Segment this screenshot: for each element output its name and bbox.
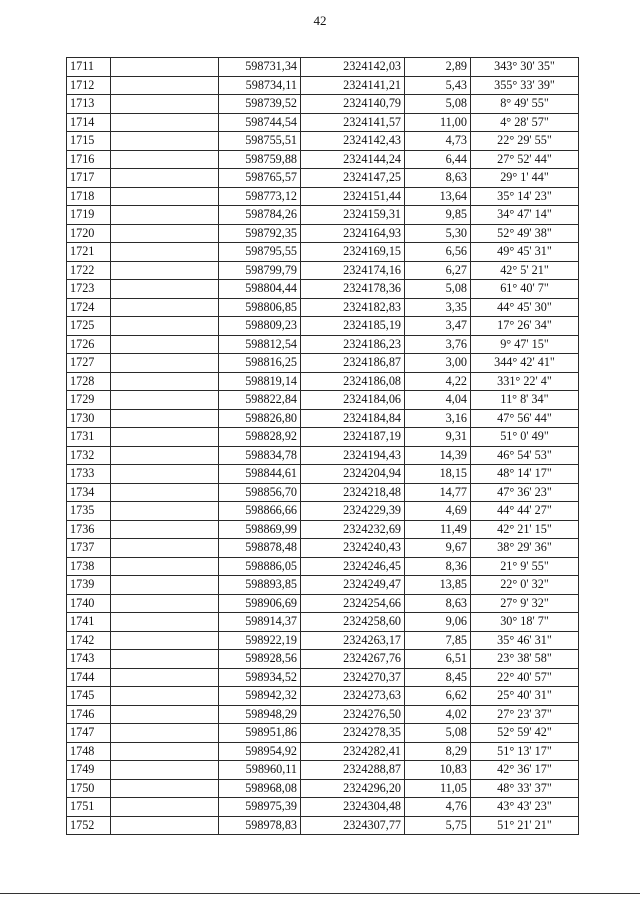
bearing-cell: 38° 29' 36" [471, 539, 579, 558]
x-coordinate-cell: 598866,66 [219, 502, 301, 521]
distance-cell: 3,35 [405, 298, 471, 317]
blank-cell [111, 502, 219, 521]
x-coordinate-cell: 598809,23 [219, 317, 301, 336]
blank-cell [111, 761, 219, 780]
bearing-cell: 4° 28' 57" [471, 113, 579, 132]
distance-cell: 13,85 [405, 576, 471, 595]
y-coordinate-cell: 2324186,87 [301, 354, 405, 373]
distance-cell: 8,45 [405, 668, 471, 687]
point-number-cell: 1747 [67, 724, 111, 743]
point-number-cell: 1739 [67, 576, 111, 595]
blank-cell [111, 705, 219, 724]
y-coordinate-cell: 2324142,43 [301, 132, 405, 151]
y-coordinate-cell: 2324278,35 [301, 724, 405, 743]
distance-cell: 8,36 [405, 557, 471, 576]
blank-cell [111, 76, 219, 95]
distance-cell: 4,22 [405, 372, 471, 391]
table-row [67, 95, 579, 114]
x-coordinate-cell: 598731,34 [219, 58, 301, 77]
point-number-cell: 1731 [67, 428, 111, 447]
bearing-cell: 22° 29' 55" [471, 132, 579, 151]
point-number-cell: 1713 [67, 95, 111, 114]
y-coordinate-cell: 2324169,15 [301, 243, 405, 262]
x-coordinate-cell: 598942,32 [219, 687, 301, 706]
x-coordinate-cell: 598739,52 [219, 95, 301, 114]
bearing-cell: 11° 8' 34" [471, 391, 579, 410]
x-coordinate-cell: 598816,25 [219, 354, 301, 373]
distance-cell: 4,76 [405, 798, 471, 817]
bearing-cell: 49° 45' 31" [471, 243, 579, 262]
bearing-cell: 46° 54' 53" [471, 446, 579, 465]
point-number-cell: 1716 [67, 150, 111, 169]
point-number-cell: 1752 [67, 816, 111, 835]
x-coordinate-cell: 598795,55 [219, 243, 301, 262]
blank-cell [111, 520, 219, 539]
y-coordinate-cell: 2324141,57 [301, 113, 405, 132]
point-number-cell: 1746 [67, 705, 111, 724]
table-row [67, 317, 579, 336]
bearing-cell: 343° 30' 35" [471, 58, 579, 77]
y-coordinate-cell: 2324249,47 [301, 576, 405, 595]
bearing-cell: 51° 0' 49" [471, 428, 579, 447]
blank-cell [111, 724, 219, 743]
point-number-cell: 1749 [67, 761, 111, 780]
y-coordinate-cell: 2324254,66 [301, 594, 405, 613]
distance-cell: 9,67 [405, 539, 471, 558]
blank-cell [111, 280, 219, 299]
table-row [67, 409, 579, 428]
point-number-cell: 1750 [67, 779, 111, 798]
y-coordinate-cell: 2324282,41 [301, 742, 405, 761]
bearing-cell: 22° 0' 32" [471, 576, 579, 595]
distance-cell: 9,31 [405, 428, 471, 447]
y-coordinate-cell: 2324142,03 [301, 58, 405, 77]
bearing-cell: 61° 40' 7" [471, 280, 579, 299]
distance-cell: 6,44 [405, 150, 471, 169]
point-number-cell: 1732 [67, 446, 111, 465]
y-coordinate-cell: 2324147,25 [301, 169, 405, 188]
x-coordinate-cell: 598951,86 [219, 724, 301, 743]
table-row [67, 761, 579, 780]
distance-cell: 6,62 [405, 687, 471, 706]
blank-cell [111, 298, 219, 317]
blank-cell [111, 483, 219, 502]
distance-cell: 9,06 [405, 613, 471, 632]
y-coordinate-cell: 2324240,43 [301, 539, 405, 558]
point-number-cell: 1718 [67, 187, 111, 206]
table-row [67, 206, 579, 225]
x-coordinate-cell: 598893,85 [219, 576, 301, 595]
bearing-cell: 331° 22' 4" [471, 372, 579, 391]
distance-cell: 4,69 [405, 502, 471, 521]
table-row [67, 705, 579, 724]
table-row [67, 798, 579, 817]
table-row [67, 446, 579, 465]
table-row [67, 335, 579, 354]
point-number-cell: 1711 [67, 58, 111, 77]
coordinates-table [66, 57, 579, 835]
point-number-cell: 1717 [67, 169, 111, 188]
y-coordinate-cell: 2324276,50 [301, 705, 405, 724]
point-number-cell: 1741 [67, 613, 111, 632]
bearing-cell: 344° 42' 41" [471, 354, 579, 373]
y-coordinate-cell: 2324164,93 [301, 224, 405, 243]
distance-cell: 6,56 [405, 243, 471, 262]
x-coordinate-cell: 598975,39 [219, 798, 301, 817]
bearing-cell: 17° 26' 34" [471, 317, 579, 336]
y-coordinate-cell: 2324204,94 [301, 465, 405, 484]
y-coordinate-cell: 2324296,20 [301, 779, 405, 798]
distance-cell: 4,02 [405, 705, 471, 724]
x-coordinate-cell: 598744,54 [219, 113, 301, 132]
blank-cell [111, 816, 219, 835]
y-coordinate-cell: 2324141,21 [301, 76, 405, 95]
blank-cell [111, 428, 219, 447]
point-number-cell: 1720 [67, 224, 111, 243]
table-row [67, 576, 579, 595]
x-coordinate-cell: 598765,57 [219, 169, 301, 188]
y-coordinate-cell: 2324159,31 [301, 206, 405, 225]
x-coordinate-cell: 598878,48 [219, 539, 301, 558]
table-row [67, 298, 579, 317]
bearing-cell: 35° 14' 23" [471, 187, 579, 206]
table-row [67, 816, 579, 835]
table-row [67, 594, 579, 613]
x-coordinate-cell: 598812,54 [219, 335, 301, 354]
blank-cell [111, 58, 219, 77]
x-coordinate-cell: 598922,19 [219, 631, 301, 650]
x-coordinate-cell: 598914,37 [219, 613, 301, 632]
x-coordinate-cell: 598828,92 [219, 428, 301, 447]
blank-cell [111, 95, 219, 114]
table-row [67, 668, 579, 687]
point-number-cell: 1744 [67, 668, 111, 687]
table-row [67, 742, 579, 761]
point-number-cell: 1738 [67, 557, 111, 576]
table-row [67, 779, 579, 798]
distance-cell: 8,63 [405, 169, 471, 188]
x-coordinate-cell: 598822,84 [219, 391, 301, 410]
blank-cell [111, 187, 219, 206]
x-coordinate-cell: 598886,05 [219, 557, 301, 576]
point-number-cell: 1722 [67, 261, 111, 280]
bearing-cell: 25° 40' 31" [471, 687, 579, 706]
bearing-cell: 35° 46' 31" [471, 631, 579, 650]
distance-cell: 3,76 [405, 335, 471, 354]
x-coordinate-cell: 598819,14 [219, 372, 301, 391]
x-coordinate-cell: 598960,11 [219, 761, 301, 780]
bearing-cell: 43° 43' 23" [471, 798, 579, 817]
distance-cell: 13,64 [405, 187, 471, 206]
x-coordinate-cell: 598755,51 [219, 132, 301, 151]
blank-cell [111, 335, 219, 354]
y-coordinate-cell: 2324267,76 [301, 650, 405, 669]
distance-cell: 5,08 [405, 95, 471, 114]
table-row [67, 631, 579, 650]
x-coordinate-cell: 598804,44 [219, 280, 301, 299]
distance-cell: 10,83 [405, 761, 471, 780]
table-row [67, 354, 579, 373]
blank-cell [111, 742, 219, 761]
distance-cell: 11,49 [405, 520, 471, 539]
bearing-cell: 42° 21' 15" [471, 520, 579, 539]
point-number-cell: 1723 [67, 280, 111, 299]
distance-cell: 4,73 [405, 132, 471, 151]
y-coordinate-cell: 2324229,39 [301, 502, 405, 521]
y-coordinate-cell: 2324307,77 [301, 816, 405, 835]
x-coordinate-cell: 598799,79 [219, 261, 301, 280]
distance-cell: 14,77 [405, 483, 471, 502]
bearing-cell: 30° 18' 7" [471, 613, 579, 632]
table-row [67, 613, 579, 632]
x-coordinate-cell: 598928,56 [219, 650, 301, 669]
table-row [67, 224, 579, 243]
point-number-cell: 1727 [67, 354, 111, 373]
table-row [67, 391, 579, 410]
blank-cell [111, 539, 219, 558]
x-coordinate-cell: 598856,70 [219, 483, 301, 502]
blank-cell [111, 132, 219, 151]
table-row [67, 132, 579, 151]
bearing-cell: 48° 14' 17" [471, 465, 579, 484]
y-coordinate-cell: 2324144,24 [301, 150, 405, 169]
y-coordinate-cell: 2324186,23 [301, 335, 405, 354]
distance-cell: 5,43 [405, 76, 471, 95]
x-coordinate-cell: 598968,08 [219, 779, 301, 798]
x-coordinate-cell: 598806,85 [219, 298, 301, 317]
distance-cell: 5,75 [405, 816, 471, 835]
point-number-cell: 1737 [67, 539, 111, 558]
point-number-cell: 1735 [67, 502, 111, 521]
bearing-cell: 23° 38' 58" [471, 650, 579, 669]
x-coordinate-cell: 598978,83 [219, 816, 301, 835]
blank-cell [111, 668, 219, 687]
bearing-cell: 47° 36' 23" [471, 483, 579, 502]
point-number-cell: 1748 [67, 742, 111, 761]
point-number-cell: 1745 [67, 687, 111, 706]
y-coordinate-cell: 2324140,79 [301, 95, 405, 114]
distance-cell: 2,89 [405, 58, 471, 77]
bearing-cell: 27° 9' 32" [471, 594, 579, 613]
point-number-cell: 1734 [67, 483, 111, 502]
y-coordinate-cell: 2324184,84 [301, 409, 405, 428]
point-number-cell: 1721 [67, 243, 111, 262]
point-number-cell: 1712 [67, 76, 111, 95]
bearing-cell: 355° 33' 39" [471, 76, 579, 95]
point-number-cell: 1742 [67, 631, 111, 650]
table-row [67, 650, 579, 669]
blank-cell [111, 576, 219, 595]
blank-cell [111, 113, 219, 132]
point-number-cell: 1728 [67, 372, 111, 391]
x-coordinate-cell: 598759,88 [219, 150, 301, 169]
blank-cell [111, 557, 219, 576]
y-coordinate-cell: 2324187,19 [301, 428, 405, 447]
distance-cell: 3,47 [405, 317, 471, 336]
blank-cell [111, 594, 219, 613]
point-number-cell: 1743 [67, 650, 111, 669]
bearing-cell: 8° 49' 55" [471, 95, 579, 114]
bearing-cell: 22° 40' 57" [471, 668, 579, 687]
bearing-cell: 42° 36' 17" [471, 761, 579, 780]
distance-cell: 7,85 [405, 631, 471, 650]
point-number-cell: 1729 [67, 391, 111, 410]
y-coordinate-cell: 2324185,19 [301, 317, 405, 336]
bearing-cell: 34° 47' 14" [471, 206, 579, 225]
distance-cell: 5,30 [405, 224, 471, 243]
blank-cell [111, 391, 219, 410]
distance-cell: 5,08 [405, 724, 471, 743]
point-number-cell: 1740 [67, 594, 111, 613]
y-coordinate-cell: 2324263,17 [301, 631, 405, 650]
blank-cell [111, 169, 219, 188]
bearing-cell: 51° 21' 21" [471, 816, 579, 835]
blank-cell [111, 650, 219, 669]
table-row [67, 243, 579, 262]
blank-cell [111, 465, 219, 484]
y-coordinate-cell: 2324184,06 [301, 391, 405, 410]
y-coordinate-cell: 2324194,43 [301, 446, 405, 465]
y-coordinate-cell: 2324232,69 [301, 520, 405, 539]
distance-cell: 8,29 [405, 742, 471, 761]
x-coordinate-cell: 598834,78 [219, 446, 301, 465]
x-coordinate-cell: 598948,29 [219, 705, 301, 724]
blank-cell [111, 631, 219, 650]
bearing-cell: 44° 44' 27" [471, 502, 579, 521]
blank-cell [111, 206, 219, 225]
distance-cell: 6,27 [405, 261, 471, 280]
x-coordinate-cell: 598954,92 [219, 742, 301, 761]
table-row [67, 113, 579, 132]
distance-cell: 6,51 [405, 650, 471, 669]
page-number: 42 [313, 13, 327, 28]
y-coordinate-cell: 2324151,44 [301, 187, 405, 206]
table-row [67, 557, 579, 576]
x-coordinate-cell: 598773,12 [219, 187, 301, 206]
table-row [67, 724, 579, 743]
table-row [67, 58, 579, 77]
table-row [67, 465, 579, 484]
blank-cell [111, 317, 219, 336]
table-row [67, 169, 579, 188]
distance-cell: 5,08 [405, 280, 471, 299]
table-row [67, 150, 579, 169]
distance-cell: 14,39 [405, 446, 471, 465]
table-row [67, 483, 579, 502]
y-coordinate-cell: 2324270,37 [301, 668, 405, 687]
blank-cell [111, 372, 219, 391]
bearing-cell: 48° 33' 37" [471, 779, 579, 798]
x-coordinate-cell: 598734,11 [219, 76, 301, 95]
table-row [67, 187, 579, 206]
y-coordinate-cell: 2324178,36 [301, 280, 405, 299]
distance-cell: 9,85 [405, 206, 471, 225]
point-number-cell: 1724 [67, 298, 111, 317]
bearing-cell: 51° 13' 17" [471, 742, 579, 761]
y-coordinate-cell: 2324288,87 [301, 761, 405, 780]
bearing-cell: 27° 52' 44" [471, 150, 579, 169]
bearing-cell: 52° 59' 42" [471, 724, 579, 743]
blank-cell [111, 243, 219, 262]
blank-cell [111, 779, 219, 798]
bearing-cell: 9° 47' 15" [471, 335, 579, 354]
bearing-cell: 29° 1' 44" [471, 169, 579, 188]
blank-cell [111, 446, 219, 465]
table-row [67, 539, 579, 558]
x-coordinate-cell: 598906,69 [219, 594, 301, 613]
y-coordinate-cell: 2324218,48 [301, 483, 405, 502]
table-row [67, 76, 579, 95]
y-coordinate-cell: 2324186,08 [301, 372, 405, 391]
point-number-cell: 1730 [67, 409, 111, 428]
footer-rule [0, 893, 640, 894]
y-coordinate-cell: 2324174,16 [301, 261, 405, 280]
table-row [67, 428, 579, 447]
distance-cell: 3,00 [405, 354, 471, 373]
table-row [67, 372, 579, 391]
x-coordinate-cell: 598826,80 [219, 409, 301, 428]
y-coordinate-cell: 2324258,60 [301, 613, 405, 632]
distance-cell: 18,15 [405, 465, 471, 484]
point-number-cell: 1714 [67, 113, 111, 132]
x-coordinate-cell: 598844,61 [219, 465, 301, 484]
table-body [67, 58, 579, 835]
point-number-cell: 1733 [67, 465, 111, 484]
table-row [67, 520, 579, 539]
y-coordinate-cell: 2324246,45 [301, 557, 405, 576]
x-coordinate-cell: 598934,52 [219, 668, 301, 687]
bearing-cell: 27° 23' 37" [471, 705, 579, 724]
point-number-cell: 1715 [67, 132, 111, 151]
table-row [67, 687, 579, 706]
table-row [67, 280, 579, 299]
point-number-cell: 1751 [67, 798, 111, 817]
table-row [67, 502, 579, 521]
bearing-cell: 21° 9' 55" [471, 557, 579, 576]
blank-cell [111, 150, 219, 169]
blank-cell [111, 613, 219, 632]
x-coordinate-cell: 598869,99 [219, 520, 301, 539]
blank-cell [111, 261, 219, 280]
blank-cell [111, 224, 219, 243]
y-coordinate-cell: 2324304,48 [301, 798, 405, 817]
point-number-cell: 1726 [67, 335, 111, 354]
bearing-cell: 44° 45' 30" [471, 298, 579, 317]
point-number-cell: 1725 [67, 317, 111, 336]
x-coordinate-cell: 598792,35 [219, 224, 301, 243]
bearing-cell: 47° 56' 44" [471, 409, 579, 428]
distance-cell: 3,16 [405, 409, 471, 428]
blank-cell [111, 409, 219, 428]
bearing-cell: 42° 5' 21" [471, 261, 579, 280]
x-coordinate-cell: 598784,26 [219, 206, 301, 225]
blank-cell [111, 354, 219, 373]
table-row [67, 261, 579, 280]
distance-cell: 8,63 [405, 594, 471, 613]
blank-cell [111, 798, 219, 817]
y-coordinate-cell: 2324273,63 [301, 687, 405, 706]
distance-cell: 11,05 [405, 779, 471, 798]
bearing-cell: 52° 49' 38" [471, 224, 579, 243]
y-coordinate-cell: 2324182,83 [301, 298, 405, 317]
distance-cell: 4,04 [405, 391, 471, 410]
distance-cell: 11,00 [405, 113, 471, 132]
point-number-cell: 1736 [67, 520, 111, 539]
point-number-cell: 1719 [67, 206, 111, 225]
blank-cell [111, 687, 219, 706]
